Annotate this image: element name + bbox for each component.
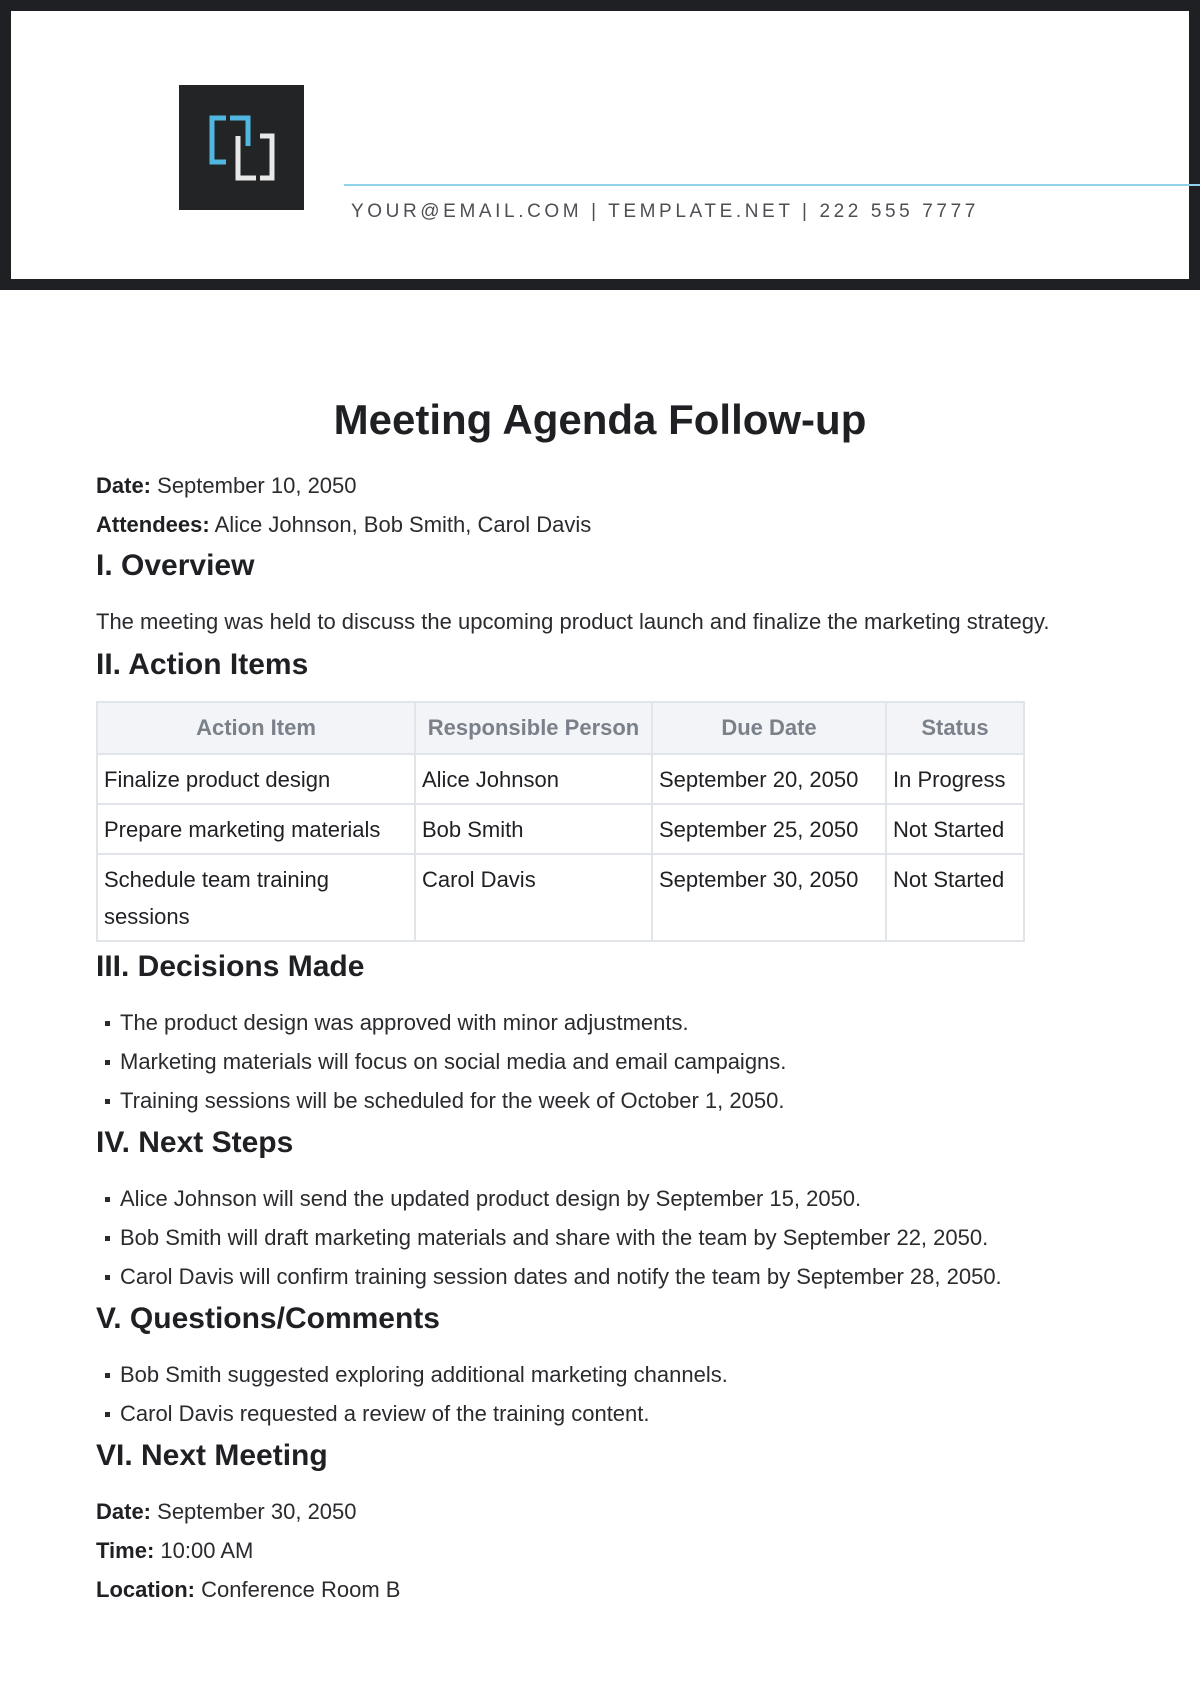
table-cell: Not Started: [886, 854, 1024, 941]
list-item: Training sessions will be scheduled for the week of October 1, 2050.: [96, 1081, 1096, 1120]
attendees-value: Alice Johnson, Bob Smith, Carol Davis: [214, 512, 592, 537]
next-meeting-heading: VI. Next Meeting: [96, 1439, 328, 1472]
document-body: [96, 466, 1096, 1609]
next-time-label: Time:: [96, 1538, 155, 1563]
next-steps-heading: IV. Next Steps: [96, 1126, 294, 1159]
next-steps-list: [96, 1179, 1096, 1296]
date-label: Date:: [96, 473, 152, 498]
table-row: [97, 754, 1024, 804]
list-item: Alice Johnson will send the updated product design by September 15, 2050.: [96, 1179, 1096, 1218]
contact-info: YOUR@EMAIL.COM | TEMPLATE.NET | 222 555 7777: [351, 201, 979, 222]
table-cell: September 25, 2050: [652, 804, 886, 854]
list-item: Marketing materials will focus on social media and email campaigns.: [96, 1042, 1096, 1081]
table-cell: September 20, 2050: [652, 754, 886, 804]
overview-heading: I. Overview: [96, 549, 255, 582]
list-item: The product design was approved with minor adjustments.: [96, 1003, 1096, 1042]
column-header: Action Item: [97, 702, 415, 754]
table-cell: Prepare marketing materials: [97, 804, 415, 854]
list-item: Carol Davis will confirm training session dates and notify the team by September 28, 2050.: [96, 1257, 1096, 1296]
meeting-date: [96, 466, 1096, 505]
decisions-heading: III. Decisions Made: [96, 950, 365, 983]
table-cell: Finalize product design: [97, 754, 415, 804]
next-time-value: 10:00 AM: [160, 1538, 254, 1563]
overview-text: The meeting was held to discuss the upcoming product launch and finalize the marketing strategy.: [96, 609, 1050, 634]
column-header: Status: [886, 702, 1024, 754]
table-cell: Carol Davis: [415, 854, 652, 941]
next-meeting-location: [96, 1570, 1096, 1609]
list-item: Bob Smith will draft marketing materials and share with the team by September 22, 2050.: [96, 1218, 1096, 1257]
list-item: Carol Davis requested a review of the training content.: [96, 1394, 1096, 1433]
page-title: Meeting Agenda Follow-up: [333, 396, 867, 443]
meeting-attendees: [96, 505, 1096, 544]
table-cell: September 30, 2050: [652, 854, 886, 941]
next-meeting-time: [96, 1531, 1096, 1570]
next-location-label: Location:: [96, 1577, 195, 1602]
date-value: September 10, 2050: [157, 473, 357, 498]
questions-list: [96, 1355, 1096, 1433]
next-date-label: Date:: [96, 1499, 152, 1524]
next-meeting-date: [96, 1492, 1096, 1531]
action-items-table: [96, 701, 1025, 942]
letterhead: [0, 0, 1200, 290]
bracket-logo-icon: [204, 110, 280, 186]
list-item: Bob Smith suggested exploring additional marketing channels.: [96, 1355, 1096, 1394]
table-cell: Schedule team training sessions: [97, 854, 415, 941]
questions-heading: V. Questions/Comments: [96, 1302, 440, 1335]
attendees-label: Attendees:: [96, 512, 210, 537]
table-row: [97, 804, 1024, 854]
action-items-heading: II. Action Items: [96, 648, 309, 681]
next-date-value: September 30, 2050: [157, 1499, 357, 1524]
table-cell: Alice Johnson: [415, 754, 652, 804]
column-header: Responsible Person: [415, 702, 652, 754]
decisions-list: [96, 1003, 1096, 1120]
next-location-value: Conference Room B: [201, 1577, 401, 1602]
table-row: [97, 854, 1024, 941]
header-divider: [344, 184, 1200, 186]
table-cell: In Progress: [886, 754, 1024, 804]
company-logo: [179, 85, 304, 210]
table-header-row: [97, 702, 1024, 754]
table-cell: Bob Smith: [415, 804, 652, 854]
column-header: Due Date: [652, 702, 886, 754]
table-cell: Not Started: [886, 804, 1024, 854]
